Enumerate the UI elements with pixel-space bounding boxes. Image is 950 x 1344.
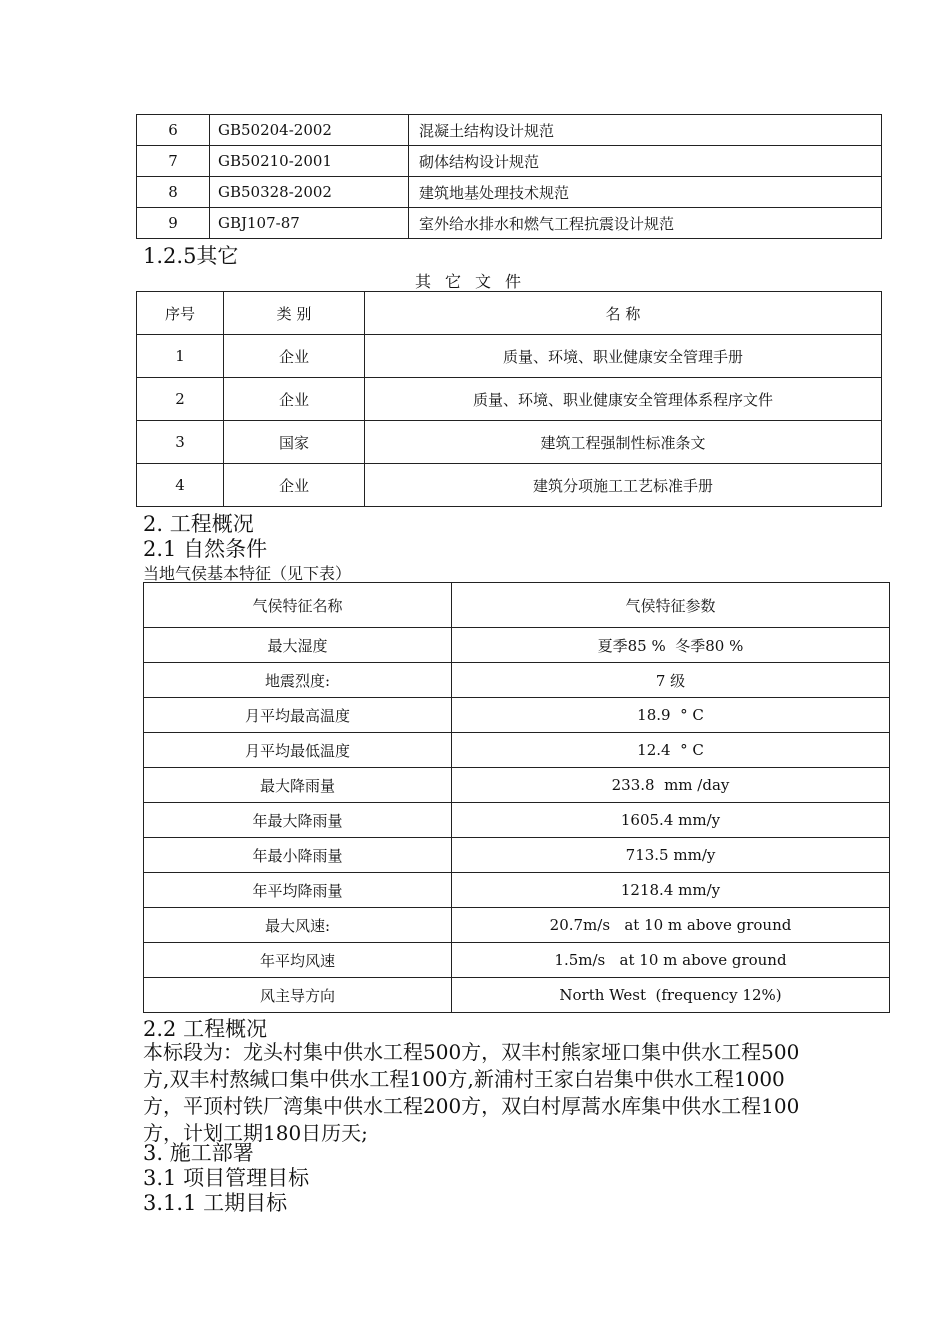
climate-name: 最大降雨量 [144, 768, 452, 803]
standard-code: GB50204-2002 [210, 115, 409, 146]
row-number: 8 [137, 177, 210, 208]
climate-value: 1218.4 mm/y [452, 873, 890, 908]
table-row [137, 177, 882, 208]
climate-value: 713.5 mm/y [452, 838, 890, 873]
section-heading-2: 2. 工程概况 [143, 512, 254, 536]
other-docs-caption: 其它文件 [414, 272, 535, 291]
standard-name: 室外给水排水和燃气工程抗震设计规范 [409, 208, 882, 239]
climate-value: North West (frequency 12%) [452, 978, 890, 1013]
standard-code: GB50210-2001 [210, 146, 409, 177]
table-row [144, 628, 890, 663]
row-number: 1 [137, 335, 224, 378]
climate-name: 风主导方向 [144, 978, 452, 1013]
climate-name: 最大风速: [144, 908, 452, 943]
table-row [137, 335, 882, 378]
table-row [137, 208, 882, 239]
table-header-row [144, 583, 890, 628]
climate-value: 12.4 ° C [452, 733, 890, 768]
table-row [137, 421, 882, 464]
other-docs-table [136, 291, 882, 507]
standard-name: 混凝土结构设计规范 [409, 115, 882, 146]
section-heading-3-1-1: 3.1.1 工期目标 [143, 1191, 288, 1215]
climate-name: 年最大降雨量 [144, 803, 452, 838]
climate-table [143, 582, 890, 1013]
column-header: 气侯特征名称 [144, 583, 452, 628]
doc-category: 企业 [224, 464, 365, 507]
doc-name: 建筑分项施工工艺标准手册 [365, 464, 882, 507]
table-header-row [137, 292, 882, 335]
standard-name: 砌体结构设计规范 [409, 146, 882, 177]
climate-name: 月平均最高温度 [144, 698, 452, 733]
column-header: 序号 [137, 292, 224, 335]
section-heading-2-1: 2.1 自然条件 [143, 537, 268, 561]
climate-value: 20.7m/s at 10 m above ground [452, 908, 890, 943]
row-number: 4 [137, 464, 224, 507]
climate-name: 年平均风速 [144, 943, 452, 978]
climate-name: 地震烈度: [144, 663, 452, 698]
climate-name: 月平均最低温度 [144, 733, 452, 768]
climate-value: 1.5m/s at 10 m above ground [452, 943, 890, 978]
row-number: 7 [137, 146, 210, 177]
row-number: 6 [137, 115, 210, 146]
section-heading-3-1: 3.1 项目管理目标 [143, 1166, 310, 1190]
row-number: 2 [137, 378, 224, 421]
climate-value: 18.9 ° C [452, 698, 890, 733]
doc-category: 企业 [224, 335, 365, 378]
table-row [144, 943, 890, 978]
column-header: 类 别 [224, 292, 365, 335]
overview-paragraph: 本标段为：龙头村集中供水工程500方，双丰村熊家垭口集中供水工程500方,双丰村熬缄口集中供水工程100方,新浦村王家白岩集中供水工程1000方，平顶村铁厂湾集中供水工程200方，双白村厚蒿水库集中供水工程100方，计划工期180日历天; [143, 1040, 800, 1145]
table-row [137, 146, 882, 177]
section-heading-2-2: 2.2 工程概况 [143, 1017, 268, 1041]
climate-value: 7 级 [452, 663, 890, 698]
climate-note: 当地气侯基本特征（见下表） [143, 564, 352, 583]
table-row [144, 978, 890, 1013]
table-row [144, 698, 890, 733]
table-row [144, 908, 890, 943]
doc-name: 建筑工程强制性标准条文 [365, 421, 882, 464]
column-header: 名 称 [365, 292, 882, 335]
climate-value: 233.8 mm /day [452, 768, 890, 803]
column-header: 气侯特征参数 [452, 583, 890, 628]
climate-value: 1605.4 mm/y [452, 803, 890, 838]
section-heading-3: 3. 施工部署 [143, 1141, 254, 1165]
row-number: 9 [137, 208, 210, 239]
climate-name: 年最小降雨量 [144, 838, 452, 873]
table-row [144, 733, 890, 768]
doc-name: 质量、环境、职业健康安全管理手册 [365, 335, 882, 378]
table-row [144, 803, 890, 838]
standard-name: 建筑地基处理技术规范 [409, 177, 882, 208]
climate-value: 夏季85 % 冬季80 % [452, 628, 890, 663]
standard-code: GBJ107-87 [210, 208, 409, 239]
section-heading-1-2-5: 1.2.5其它 [143, 244, 239, 268]
standards-table [136, 114, 882, 239]
standard-code: GB50328-2002 [210, 177, 409, 208]
table-row [144, 873, 890, 908]
table-row [137, 378, 882, 421]
doc-category: 企业 [224, 378, 365, 421]
climate-name: 最大湿度 [144, 628, 452, 663]
table-row [137, 464, 882, 507]
row-number: 3 [137, 421, 224, 464]
table-row [144, 838, 890, 873]
doc-name: 质量、环境、职业健康安全管理体系程序文件 [365, 378, 882, 421]
table-row [144, 663, 890, 698]
doc-category: 国家 [224, 421, 365, 464]
table-row [144, 768, 890, 803]
climate-name: 年平均降雨量 [144, 873, 452, 908]
table-row [137, 115, 882, 146]
